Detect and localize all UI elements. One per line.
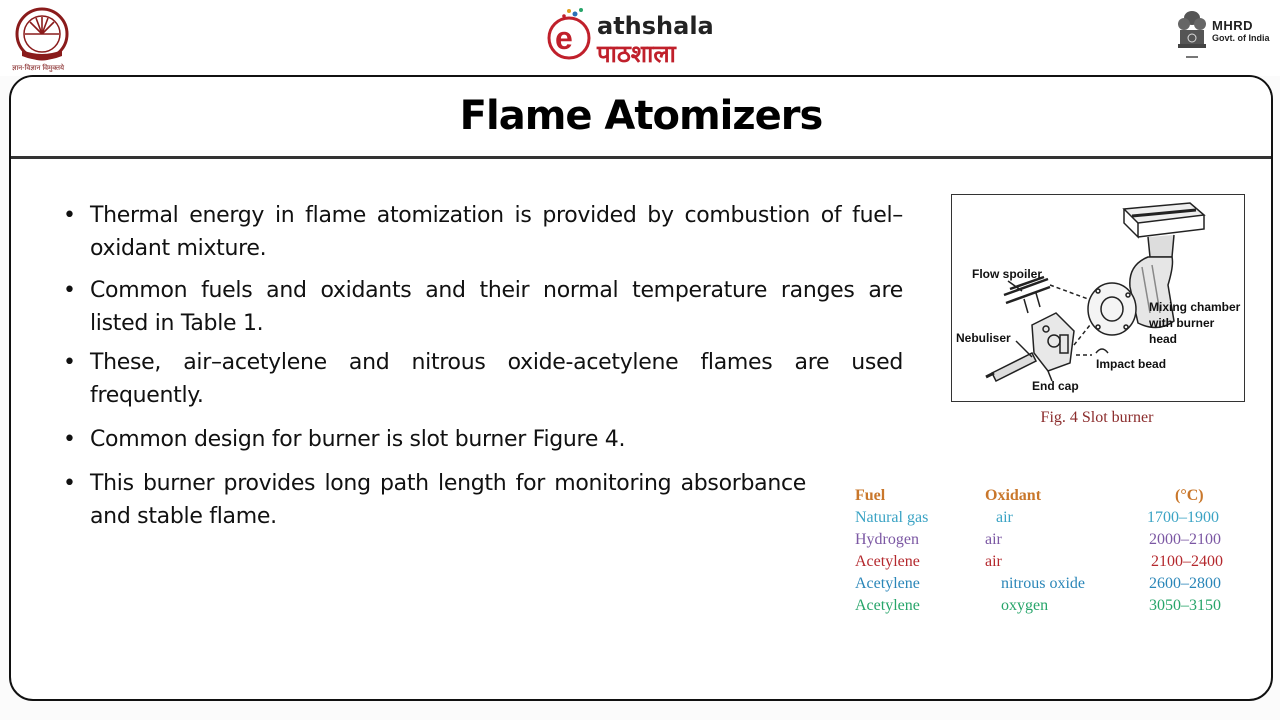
title-bar	[11, 77, 1271, 159]
svg-text:e: e	[555, 20, 573, 56]
label-nebuliser: Nebuliser	[956, 331, 1011, 345]
label-mixing-chamber: Mixing chamber with burner head	[1149, 300, 1241, 346]
table-row	[855, 509, 1255, 531]
oxidant-cell: oxygen	[1001, 597, 1049, 614]
ugc-motto: ज्ञान-विज्ञान विमुक्तये	[12, 65, 65, 72]
bullet-item: • Common design for burner is slot burner Figure 4.	[61, 423, 903, 456]
oxidant-cell: air	[985, 553, 1002, 570]
fuel-cell: Acetylene	[855, 553, 920, 570]
bullet-item: • These, air–acetylene and nitrous oxide-acetylene flames are used frequently.	[61, 346, 903, 412]
temperature-cell: 2000–2100	[1149, 531, 1221, 548]
label-impact-bead: Impact bead	[1096, 357, 1167, 371]
fuel-cell: Natural gas	[855, 509, 929, 526]
header-oxidant: Oxidant	[985, 487, 1042, 504]
fuel-oxidant-table	[855, 487, 1255, 619]
table-row	[855, 597, 1255, 619]
figure-caption: Fig. 4 Slot burner	[1040, 409, 1154, 426]
header-fuel: Fuel	[855, 487, 886, 504]
header-temperature: (°C)	[1175, 487, 1204, 504]
temperature-cell: 2100–2400	[1151, 553, 1223, 570]
oxidant-cell: air	[996, 509, 1013, 526]
mhrd-subtitle: Govt. of India	[1212, 33, 1270, 43]
table-row	[855, 553, 1255, 575]
table-header-row	[855, 487, 1255, 509]
epathshala-logo	[545, 4, 735, 70]
label-end-cap: End cap	[1032, 379, 1079, 393]
bullet-item: • This burner provides long path length for monitoring absorbance and stable flame.	[61, 467, 806, 533]
oxidant-cell: air	[985, 531, 1002, 548]
fuel-cell: Hydrogen	[855, 531, 919, 548]
temperature-cell: 1700–1900	[1147, 509, 1219, 526]
table-row	[855, 575, 1255, 597]
slot-burner-figure	[951, 194, 1245, 402]
bullet-item: • Thermal energy in flame atomization is provided by combustion of fuel–oxidant mixture.	[61, 199, 903, 265]
header-bar	[0, 0, 1280, 76]
mhrd-label	[1212, 18, 1270, 43]
oxidant-cell: nitrous oxide	[1001, 575, 1085, 592]
label-flow-spoiler: Flow spoiler	[972, 267, 1043, 281]
table-row	[855, 531, 1255, 553]
slide-title: Flame Atomizers	[459, 93, 823, 139]
epathshala-latin: athshala	[597, 12, 714, 40]
national-emblem-icon	[1174, 8, 1210, 66]
fuel-cell: Acetylene	[855, 575, 920, 592]
fuel-cell: Acetylene	[855, 597, 920, 614]
epathshala-devanagari: पाठशाला	[597, 40, 676, 68]
slide-frame	[9, 75, 1273, 701]
bullet-item: • Common fuels and oxidants and their normal temperature ranges are listed in Table 1.	[61, 274, 903, 340]
bullet-list	[61, 199, 903, 533]
temperature-cell: 2600–2800	[1149, 575, 1221, 592]
temperature-cell: 3050–3150	[1149, 597, 1221, 614]
mhrd-name: MHRD	[1212, 18, 1253, 33]
